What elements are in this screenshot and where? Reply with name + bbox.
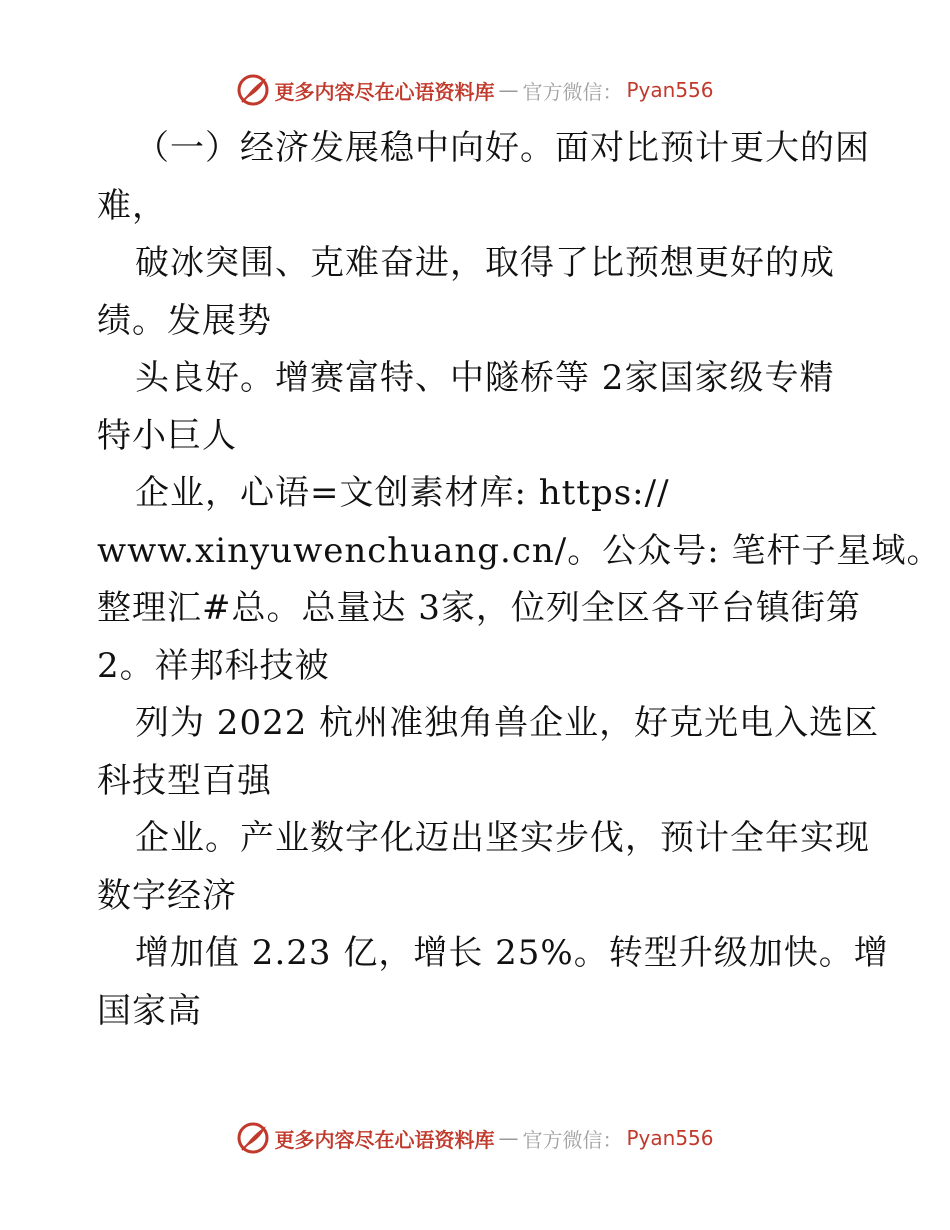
text-line: 企业，心语=文创素材库: https:// bbox=[135, 473, 670, 513]
banner-contact-id: Pyan556 bbox=[626, 78, 714, 102]
banner-content bbox=[236, 73, 713, 107]
feather-logo-icon bbox=[236, 1121, 270, 1155]
text-line: 绩。发展势 bbox=[97, 300, 272, 341]
banner-title: 更多内容尽在心语资料库 bbox=[274, 79, 495, 104]
text-line: 科技型百强 bbox=[97, 760, 272, 801]
text-line: （一）经济发展稳中向好。面对比预计更大的困 bbox=[135, 128, 870, 168]
text-line: 破冰突围、克难奋进，取得了比预想更好的成 bbox=[135, 243, 835, 283]
text-line: 增加值 2.23 亿，增长 25%。转型升级加快。增 bbox=[135, 933, 889, 973]
footer-banner bbox=[0, 1118, 950, 1158]
banner-dash: — bbox=[498, 1126, 519, 1150]
header-banner bbox=[0, 70, 950, 110]
banner-title: 更多内容尽在心语资料库 bbox=[274, 1127, 495, 1152]
feather-logo-icon bbox=[236, 73, 270, 107]
text-line: 2。祥邦科技被 bbox=[97, 645, 330, 686]
text-line: 整理汇#总。总量达 3家，位列全区各平台镇街第 bbox=[97, 588, 861, 628]
banner-dash: — bbox=[498, 78, 519, 102]
text-line: 国家高 bbox=[97, 990, 202, 1031]
document-body bbox=[97, 120, 942, 1040]
text-line: 列为 2022 杭州准独角兽企业，好克光电入选区 bbox=[135, 703, 880, 743]
text-line: 难， bbox=[97, 185, 167, 226]
text-line: 数字经济 bbox=[97, 875, 237, 916]
text-line: www.xinyuwenchuang.cn/。公众号: 笔杆子星域。 bbox=[97, 530, 942, 571]
banner-contact-label: 官方微信： bbox=[522, 1127, 623, 1152]
text-line: 企业。产业数字化迈出坚实步伐，预计全年实现 bbox=[135, 818, 870, 858]
text-line: 特小巨人 bbox=[97, 415, 237, 456]
text-line: 头良好。增赛富特、中隧桥等 2家国家级专精 bbox=[135, 358, 835, 398]
banner-contact-id: Pyan556 bbox=[626, 1126, 714, 1150]
banner-contact-label: 官方微信： bbox=[522, 79, 623, 104]
banner-content bbox=[236, 1121, 713, 1155]
